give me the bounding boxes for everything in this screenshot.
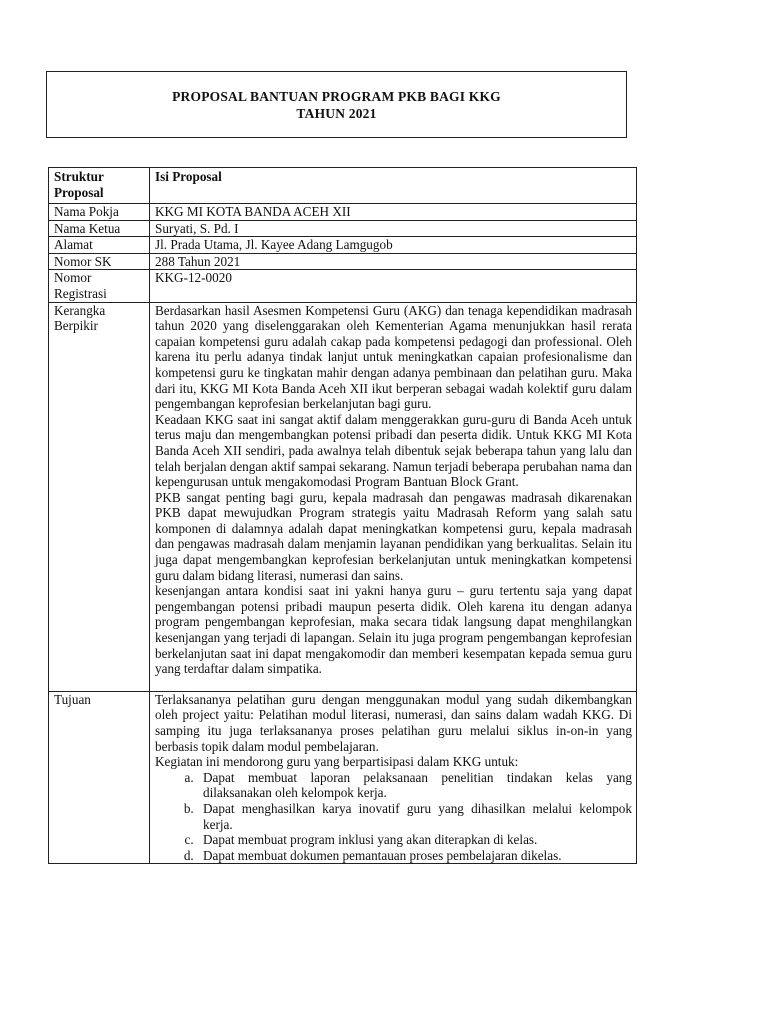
row-label: Kerangka Berpikir [49,302,150,691]
col-header-content: Isi Proposal [150,168,637,204]
table-header-row [49,168,637,204]
list-item: b. Dapat menghasilkan karya inovatif guru yang dihasilkan melalui kelompok kerja. [197,801,632,832]
row-label: Nama Ketua [49,220,150,237]
tujuan-lead: Kegiatan ini mendorong guru yang berpartisipasi dalam KKG untuk: [155,754,519,770]
row-value: Jl. Prada Utama, Jl. Kayee Adang Lamgugob [150,237,637,254]
list-item: d. Dapat membuat dokumen pemantauan proses pembelajaran dikelas. [197,848,632,864]
kerangka-paragraph: Berdasarkan hasil Asesmen Kompetensi Guru (AKG) dan tenaga kependidikan madrasah tahun 2020 yang diselenggarakan oleh Kementerian Agama menunjukkan hasil rerata capaian kompetensi guru adalah cakap pada kompetensi pedagogi dan professional. Oleh karena itu perlu adanya tindak lanjut untuk meningkatkan capaian profesionalisme dan kompetensi guru ke tingkatan mahir dengan adanya pembinaan dan pelatihan guru. Maka dari itu, KKG MI Kota Banda Aceh XII ikut berperan sebagai wadah kolektif guru dalam pengembangan keprofesian berkelanjutan bagi guru. [155,302,632,412]
kerangka-paragraph: PKB sangat penting bagi guru, kepala madrasah dan pengawas madrasah dikarenakan PKB dapat mewujudkan Program strategis yaitu Madrasah Reform yang salah satu komponen di dalamnya adalah dapat meningkatkan kompetensi guru, kepala madrasah dan pengawas madrasah dalam menjamin layanan pendidikan yang berkualitas. Selain itu juga dapat mengembangkan keprofesian berkelanjutan untuk meningkatkan kompetensi guru dalam bidang literasi, numerasi dan sains. [155,489,632,583]
row-value: 288 Tahun 2021 [150,253,637,270]
kerangka-paragraph: Keadaan KKG saat ini sangat aktif dalam menggerakkan guru-guru di Banda Aceh untuk terus maju dan mengembangkan potensi pribadi dan peserta didik. Untuk KKG MI Kota Banda Aceh XII sendiri, pada awalnya telah dibentuk sejak beberapa tahun yang lalu dan telah berjalan dengan aktif sampai sekarang. Namun terjadi beberapa perubahan nama dan kepengurusan untuk mengakomodasi Program Bantuan Block Grant. [155,411,632,490]
table-row [49,204,637,221]
goals-list [155,770,632,864]
tujuan-intro: Terlaksananya pelatihan guru dengan menggunakan modul yang sudah dikembangkan oleh project yaitu: Pelatihan modul literasi, numerasi, dan sains dalam wadah KKG. Di samping itu juga terlaksananya proses pelatihan guru melalui siklus in-on-in yang berbasis topik dalam modul pembelajaran. [155,691,632,754]
table-row [49,253,637,270]
row-label: Nama Pokja [49,204,150,221]
title-box [46,71,627,138]
table-row [49,220,637,237]
list-item: c. Dapat membuat program inklusi yang akan diterapkan di kelas. [197,832,632,848]
row-value: KKG MI KOTA BANDA ACEH XII [150,204,637,221]
row-label: Alamat [49,237,150,254]
kerangka-paragraph: kesenjangan antara kondisi saat ini yakni hanya guru – guru tertentu saja yang dapat pengembangan potensi pribadi maupun peserta didik. Oleh karena itu dengan adanya program pengembangan keprofesian, maka secara tidak langsung dapat menghilangkan kesenjangan yang terjadi di lapangan. Selain itu juga program pengembangan keprofesian berkelanjutan saat ini dapat mengakomodir dan memberi kesempatan kepada semua guru yang terdaftar dalam simpatika. [155,583,632,677]
kerangka-row [49,302,637,691]
row-label: Nomor Registrasi [49,270,150,302]
row-label: Tujuan [49,691,150,864]
col-header-structure: Struktur Proposal [49,168,150,204]
table-row [49,237,637,254]
document-title: PROPOSAL BANTUAN PROGRAM PKB BAGI KKG [172,88,501,104]
kerangka-content [150,302,637,691]
tujuan-row [49,691,637,864]
proposal-table [48,167,637,864]
list-item: a. Dapat membuat laporan pelaksanaan penelitian tindakan kelas yang dilaksanakan oleh kelompok kerja. [197,770,632,801]
row-value: KKG-12-0020 [150,270,637,302]
tujuan-content [150,691,637,864]
row-label: Nomor SK [49,253,150,270]
table-row [49,270,637,302]
row-value: Suryati, S. Pd. I [150,220,637,237]
document-year: TAHUN 2021 [296,105,377,121]
